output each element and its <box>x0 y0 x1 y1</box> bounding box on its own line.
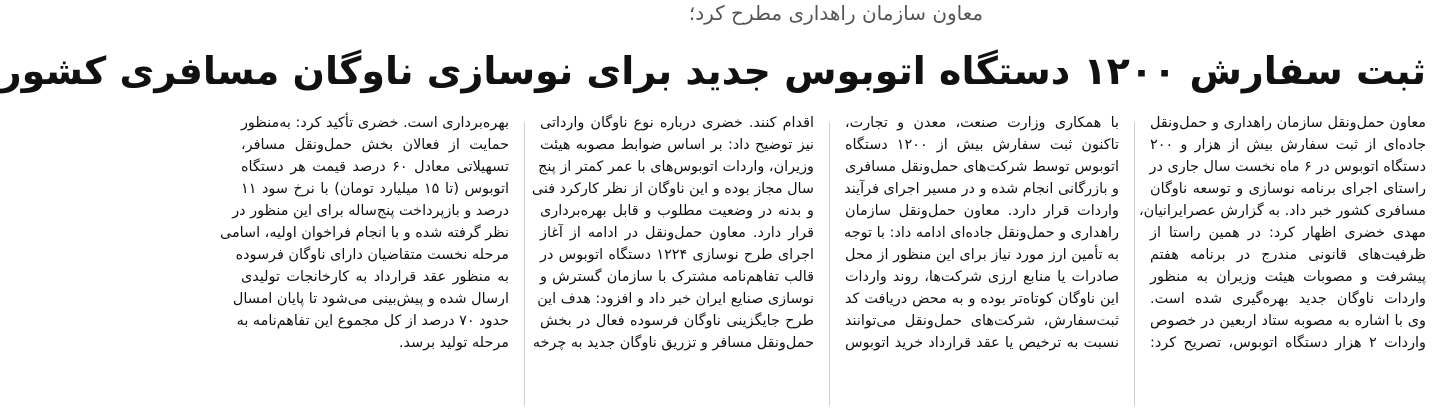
column-divider <box>524 122 525 406</box>
article-text-line: صادرات یا منابع ارزی شرکت‌ها، روند واردات <box>845 269 1119 285</box>
article-text-line: ارسال شده و پیش‌بینی می‌شود تا پایان امسال <box>232 291 509 307</box>
article-text-line: حمایت از فعالان بخش حمل‌ونقل مسافر، <box>241 137 509 153</box>
article-text-line: قالب تفاهم‌نامه مشترک با سازمان گسترش و <box>540 269 814 285</box>
article-column-4 <box>219 112 509 409</box>
article-text-line: وزیران، واردات اتوبوس‌های با عمر کمتر از پنج <box>538 159 814 175</box>
article-text-line: پیشرفت و مصوبات هیئت وزیران به منظور <box>1150 269 1426 285</box>
article-text-line: اجرای طرح نوسازی ۱۲۲۴ دستگاه اتوبوس در <box>540 247 814 263</box>
article-text-line: نظر گرفته شده و با انجام فراخوان اولیه، اسامی <box>219 225 509 241</box>
article-text-line: مرحله تولید برسد. <box>398 335 509 351</box>
article-text-line: مسافری کشور خبر داد. به گزارش عصرایرانیان، <box>1138 203 1426 219</box>
article-text-line: اقدام کنند. خضری درباره نوع ناوگان وارداتی <box>540 115 814 131</box>
article-text-line: تسهیلاتی معادل ۶۰ درصد قیمت هر دستگاه <box>241 159 509 175</box>
article-kicker: معاون سازمان راهداری مطرح کرد؛ <box>688 1 984 25</box>
article-text-line: واردات قرار دارد. معاون حمل‌ونقل سازمان <box>845 203 1119 219</box>
article-text-line: مرحله نخست متقاضیان دارای ناوگان فرسوده <box>235 247 509 263</box>
article-text-line: اتوبوس توسط شرکت‌های حمل‌ونقل مسافری <box>845 159 1119 175</box>
article-text-line: سال مجاز بوده و این ناوگان از نظر کارکرد فنی <box>531 181 814 197</box>
article-text-line: معاون حمل‌ونقل سازمان راهداری و حمل‌ونقل <box>1150 115 1426 131</box>
article-text-line: نسبت به ترخیص یا عقد قرارداد خرید اتوبوس <box>845 335 1119 351</box>
article-text-line: به تأمین ارز مورد نیاز برای این منظور از محل <box>845 247 1119 263</box>
article-text-line: حدود ۷۰ درصد از کل مجموع این تفاهم‌نامه به <box>236 313 509 329</box>
article-body <box>219 112 1436 409</box>
article-text-line: طرح جایگزینی ناوگان فرسوده فعال در بخش <box>540 313 814 329</box>
article-text-line: و بازرگانی انجام شده و در مسیر اجرای فرآیند <box>844 181 1119 197</box>
article-text-line: درصد و بازپرداخت پنج‌ساله برای این منظور در <box>232 203 509 219</box>
article-column-2 <box>845 112 1119 409</box>
article-text-line: وی با اشاره به مصوبه ستاد اربعین در خصوص <box>1150 313 1426 329</box>
article-text-line: نیز توضیح داد: بر اساس ضوابط مصوبه هیئت <box>540 137 814 153</box>
article-text-line: اتوبوس (تا ۱۵ میلیارد تومان) با نرخ سود ۱۱ <box>241 181 509 197</box>
article-text-line: به منظور عقد قرارداد به کارخانجات تولیدی <box>241 269 509 285</box>
article-text-line: راستای اجرای برنامه نوسازی و توسعه ناوگان <box>1150 181 1426 197</box>
article-text-line: نوسازی صنایع ایران خبر داد و افزود: هدف این <box>537 291 814 307</box>
article-column-1 <box>1138 112 1426 409</box>
article-column-3 <box>531 112 814 409</box>
article-text-line: دستگاه اتوبوس در ۶ ماه نخست سال جاری در <box>1149 159 1426 175</box>
article-text-line: راهداری و حمل‌ونقل جاده‌ای ادامه داد: با توجه <box>844 225 1119 241</box>
article-headline: ثبت سفارش ۱۲۰۰ دستگاه اتوبوس جدید برای نوسازی ناوگان مسافری کشور <box>0 49 1426 93</box>
article-text-line: این ناوگان کوتاه‌تر بوده و به محض دریافت کد <box>845 291 1119 307</box>
article-text-line: واردات ۲ هزار دستگاه اتوبوس، تصریح کرد: <box>1150 335 1426 351</box>
article-text-line: و بدنه در وضعیت مطلوب و قابل بهره‌برداری <box>540 203 814 219</box>
column-divider <box>1134 122 1135 406</box>
article-text-line: جاده‌ای از ثبت سفارش بیش از هزار و ۲۰۰ <box>1150 137 1426 153</box>
article-text-line: ظرفیت‌های قانونی مندرج در برنامه هفتم <box>1150 247 1426 263</box>
article-text-line: واردات ناوگان جدید بهره‌گیری شده است. <box>1150 291 1426 307</box>
column-divider <box>829 122 830 406</box>
article-text-line: تاکنون ثبت سفارش بیش از ۱۲۰۰ دستگاه <box>845 137 1119 153</box>
article-text-line: ثبت‌سفارش، شرکت‌های حمل‌ونقل می‌توانند <box>845 313 1119 329</box>
article-text-line: مهدی خضری اظهار کرد: در همین راستا از <box>1150 225 1426 241</box>
article-text-line: قرار دارد. معاون حمل‌ونقل در ادامه از آغاز <box>540 225 814 241</box>
article-text-line: با همکاری وزارت صنعت، معدن و تجارت، <box>845 115 1119 131</box>
article-text-line: بهره‌برداری است. خضری تأکید کرد: به‌منظور <box>240 115 509 131</box>
article-text-line: حمل‌ونقل مسافر و تزریق ناوگان جدید به چرخه <box>532 335 814 351</box>
